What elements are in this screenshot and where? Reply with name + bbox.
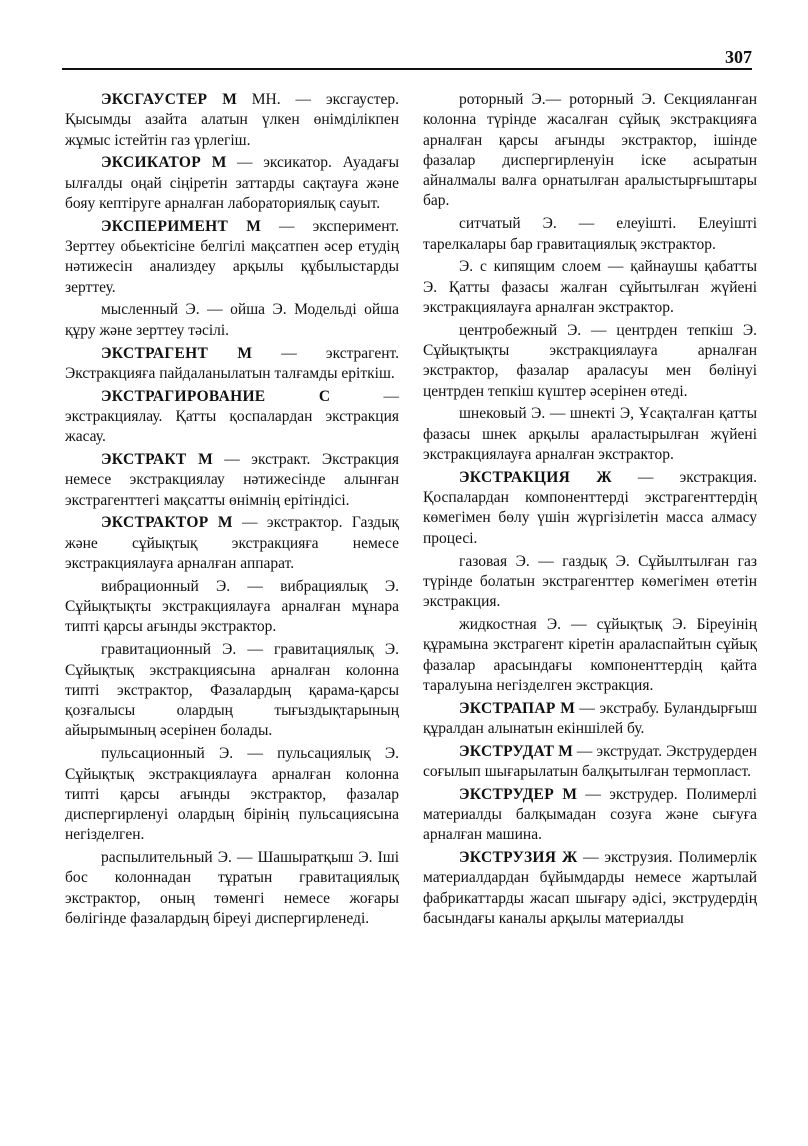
entry-headword: ЭКСТРАГИРОВАНИЕ: [101, 387, 266, 405]
dictionary-entry: [423, 90, 757, 212]
dictionary-entry: [65, 640, 399, 741]
entry-definition: — газдық Э. Сұйылтылған газ түрінде болатын экстрагенттер көмегімен өтетін экстракция.: [423, 552, 758, 611]
entry-subterm: Э. с кипящим слоем: [459, 258, 602, 276]
dictionary-entry: [65, 450, 399, 511]
entry-definition: МН. — эксгаустер. Қысымды азайта алатын үлкен өнімділікпен жұмыс істейтін газ үрлегіш.: [65, 91, 399, 149]
entry-gender: М: [237, 344, 253, 362]
entry-definition: — гравитациялық Э. Сұйықтық экстракциясына арналған колонна типті экстрактор, Фазалардың қарама-қарсы қозғалысы олардың тығыздықтарының айырымының әсерінен болады.: [65, 641, 399, 740]
entry-definition: — экстракция. Қоспалардан компоненттерді экстрагенттердің көмегімен бөлу үшін жүргізілетін масса алмасу процесі.: [423, 468, 757, 547]
entry-definition: — экстрактор. Газдық және сұйықтық экстракцияға немесе экстракциялауға арналған аппарат.: [65, 514, 400, 573]
entry-definition: — ойша Э. Модельді ойша құру және зерттеу тәсілі.: [65, 301, 399, 339]
entry-headword: ЭКСТРУЗИЯ: [459, 849, 557, 867]
dictionary-entry: [423, 468, 757, 549]
entry-gender: М: [211, 154, 227, 172]
entry-definition: — пульсациялық Э. Сұйықтық экстракциялауға арналған колонна типті қарсы ағынды экстрактор, фазалар диспергирленуі олардың бірінің пульсациясына негізделген.: [65, 745, 399, 844]
dictionary-entry: [423, 321, 757, 402]
dictionary-entry: [423, 742, 757, 783]
entry-subterm: распылительный Э.: [101, 849, 232, 867]
dictionary-entry: [423, 848, 757, 929]
entry-definition: роторный Э.— роторный Э. Секцияланған колонна түрінде жасалған сұйық экстракцияға арналған қарсы ағынды экстрактор, ішінде фазалар диспергирленуін іске асыратын айналмалы валға орнатылған аралыстырғыштары бар.: [423, 91, 757, 210]
dictionary-entry: [423, 615, 757, 696]
entry-headword: ЭКСТРАКТ: [101, 451, 187, 469]
dictionary-entry: [65, 387, 399, 448]
entry-subterm: мысленный Э.: [101, 301, 200, 319]
dictionary-entry: [423, 552, 757, 613]
entry-definition: — вибрациялық Э. Сұйықтықты экстракциялауға арналған мұнара типті қарсы ағынды экстрактор.: [65, 577, 399, 636]
entry-definition: — центрден тепкіш Э. Сұйықтықты экстракциялауға арналған экстрактор, фазалар араласуы мен бөлінуі центрден тепкіш күштер әсерінен өтеді.: [423, 321, 757, 400]
dictionary-entry: [423, 214, 757, 255]
entry-headword: ЭКСТРАКТОР: [101, 514, 209, 532]
entry-definition: — эксперимент. Зерттеу обьектісіне белгілі мақсатпен әсер етудің нәтижесін анализдеу арқылы құбылыстарды зерттеу.: [65, 217, 399, 296]
entry-headword: ЭКСИКАТОР: [101, 154, 202, 172]
header-rule: [62, 68, 752, 70]
entry-definition: — экстракт. Экстракция немесе экстракциялау нәтижесінде алынған экстрагенттегі мақсатты өнімнің ерітіндісі.: [65, 451, 399, 509]
dictionary-entry: [423, 699, 757, 740]
entry-gender: М: [560, 699, 575, 717]
dictionary-entry: [65, 744, 399, 845]
entry-definition: — экструдер. Полимерлі материалды балқымадан созуға және сығуға арналған машина.: [423, 785, 757, 844]
dictionary-entry: [65, 577, 399, 638]
page-number: 307: [725, 47, 752, 67]
entry-subterm: шнековый Э.: [459, 405, 546, 423]
entry-definition: — елеуішті. Елеуішті тарелкалары бар гравитациялық экстрактор.: [423, 215, 758, 253]
entry-subterm: [423, 91, 459, 108]
entry-headword: ЭКСТРУДАТ: [459, 742, 555, 760]
dictionary-entry: [65, 300, 399, 341]
entry-gender: М: [198, 451, 213, 469]
entry-gender: Ж: [562, 849, 578, 867]
entry-headword: ЭКСПЕРИМЕНТ: [101, 217, 229, 235]
entry-definition: — экстрагент. Экстракцияға пайдаланылатын талғамды еріткіш.: [65, 344, 399, 382]
entry-subterm: ситчатый Э.: [459, 215, 557, 233]
dictionary-entry: [65, 344, 399, 385]
entry-headword: ЭКСТРАПАР: [459, 699, 556, 717]
dictionary-entry: [423, 257, 757, 318]
dictionary-entry: [423, 404, 757, 465]
entry-gender: М: [222, 91, 237, 108]
left-column: [65, 90, 399, 932]
entry-definition: — экструдат. Экструдерден соғылып шығарылатын балқытылған термопласт.: [423, 742, 757, 780]
entry-definition: — экстракциялау. Қатты қоспалардан экстракция жасау.: [65, 387, 400, 446]
entry-headword: ЭКСТРАГЕНТ: [101, 344, 209, 362]
entry-definition: — сұйықтық Э. Біреуінің құрамына экстрагент кіретін араласпайтын сұйық фазалар арасындағы компоненттердің қайта таралуына негізделген экстракция.: [423, 615, 757, 694]
entry-definition: — қайнаушы қабатты Э. Қатты фазасы жалған сұйытылған жүйені экстракциялауға арналған экстрактор.: [423, 258, 757, 316]
entry-subterm: пульсационный Э.: [101, 745, 234, 763]
entry-headword: ЭКСТРУДЕР: [459, 785, 554, 803]
entry-headword: ЭКСТРАКЦИЯ: [459, 468, 571, 486]
entry-gender: М: [217, 514, 233, 532]
entry-subterm: газовая Э.: [459, 552, 530, 570]
dictionary-entry: [65, 513, 399, 574]
dictionary-entry: [65, 848, 399, 929]
entry-definition: — экстрабу. Буландырғыш құралдан алынатын екіншілей бу.: [423, 699, 758, 737]
entry-subterm: жидкостная Э.: [459, 615, 561, 633]
dictionary-entry: [65, 153, 399, 214]
entry-gender: М: [558, 742, 573, 760]
dictionary-entry: [65, 90, 399, 151]
entry-gender: С: [318, 387, 331, 405]
entry-definition: — Шашыратқыш Э. Іші бос колоннадан тұратын гравитациялық экстрактор, оның төменгі немесе жоғары бөлігінде фазалардың біреуі диспергирленеді.: [65, 849, 400, 928]
entry-definition: — шнекті Э, Ұсақталған қатты фазасы шнек арқылы араластырылған жүйені экстракциялауға арналған экстрактор.: [423, 405, 757, 464]
entry-definition: — эксикатор. Ауадағы ылғалды оңай сіңіретін заттарды сақтауға және бояу кептіруге арналған лабораториялық сауыт.: [65, 154, 400, 212]
entry-gender: Ж: [596, 468, 612, 486]
entry-subterm: гравитационный Э.: [101, 641, 237, 659]
entry-gender: М: [562, 785, 577, 803]
entry-headword: ЭКСГАУСТЕР: [101, 91, 208, 108]
dictionary-entry: [423, 785, 757, 846]
entry-gender: М: [246, 217, 261, 235]
right-column: [423, 90, 757, 932]
dictionary-entry: [65, 217, 399, 298]
entry-subterm: центробежный Э.: [459, 321, 582, 339]
entry-definition: — экструзия. Полимерлік материалдардан бұйымдарды немесе жартылай фабрикаттарды жасап шығару әдісі, экструдердің басындағы каналы арқылы материалды: [423, 849, 757, 928]
entry-subterm: вибрационный Э.: [101, 577, 231, 595]
